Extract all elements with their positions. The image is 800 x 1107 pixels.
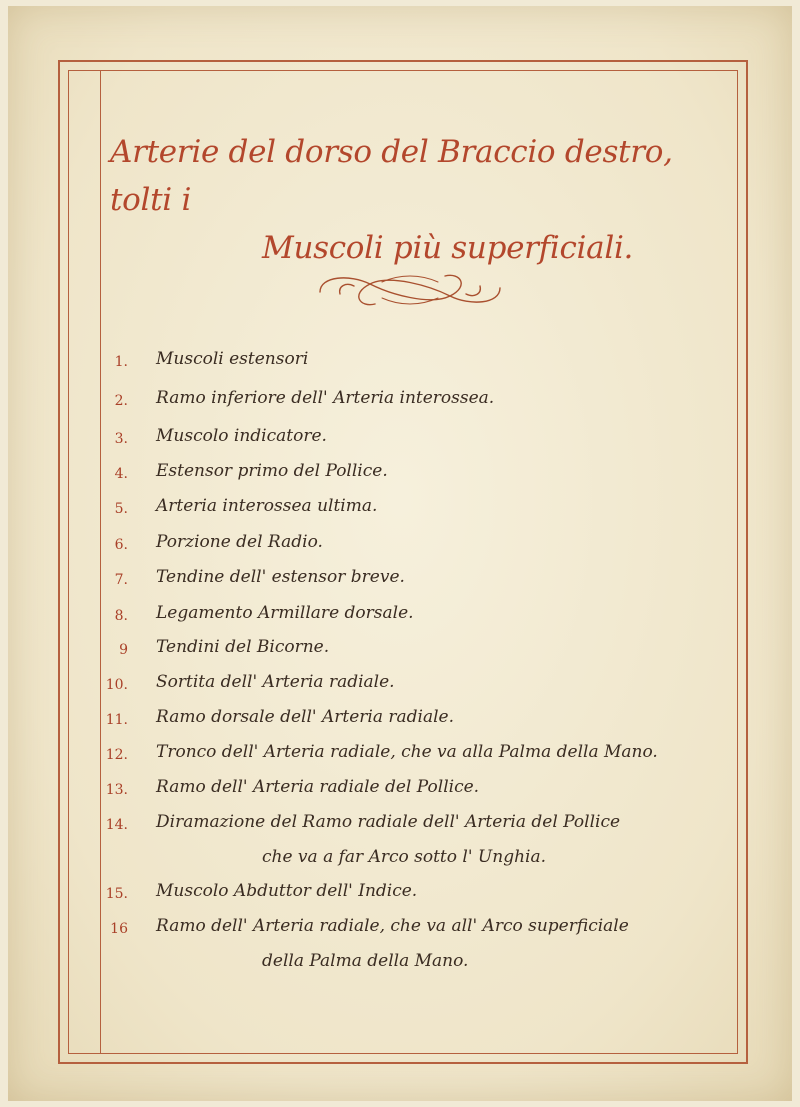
item-number: 14. <box>105 817 128 833</box>
item-number: 13. <box>105 782 128 798</box>
item-text: Tronco dell' Arteria radiale, che va alla Palma della Mano. <box>156 742 658 762</box>
item-text: Legamento Armillare dorsale. <box>156 603 414 623</box>
item-text: Ramo dorsale dell' Arteria radiale. <box>156 707 454 727</box>
page-title <box>110 128 730 272</box>
number-column-rule <box>100 70 101 1054</box>
item-number: 1. <box>114 354 128 370</box>
item-number: 8. <box>114 608 128 624</box>
item-number: 9 <box>119 642 128 658</box>
item-number: 10. <box>105 677 128 693</box>
item-text: Tendine dell' estensor breve. <box>156 567 405 587</box>
item-text: Tendini del Bicorne. <box>156 637 330 657</box>
item-number: 16 <box>110 921 128 937</box>
item-number: 7. <box>114 572 128 588</box>
item-text-continuation: che va a far Arco sotto l' Unghia. <box>262 847 546 867</box>
item-text: Ramo dell' Arteria radiale, che va all' Arco superficiale <box>156 916 629 936</box>
title-line-2: Muscoli più superficiali. <box>262 230 634 266</box>
item-number: 12. <box>105 747 128 763</box>
item-text: Muscoli estensori <box>156 349 309 369</box>
title-line-1: Arterie del dorso del Braccio destro, tolti i <box>110 134 673 218</box>
item-text: Muscolo Abduttor dell' Indice. <box>156 881 418 901</box>
item-text: Sortita dell' Arteria radiale. <box>156 672 395 692</box>
flourish-ornament <box>310 262 510 318</box>
item-number: 5. <box>114 501 128 517</box>
item-text: Muscolo indicatore. <box>156 426 327 446</box>
item-number: 11. <box>105 712 128 728</box>
item-text: Ramo dell' Arteria radiale del Pollice. <box>156 777 480 797</box>
item-text: Porzione del Radio. <box>156 532 323 552</box>
item-number: 3. <box>114 431 128 447</box>
item-text: Diramazione del Ramo radiale dell' Arteria del Pollice <box>156 812 621 832</box>
item-number: 15. <box>105 886 128 902</box>
item-number: 4. <box>114 466 128 482</box>
item-text: Ramo inferiore dell' Arteria interossea. <box>156 388 495 408</box>
item-text-continuation: della Palma della Mano. <box>262 951 469 971</box>
item-text: Estensor primo del Pollice. <box>156 461 388 481</box>
item-number: 6. <box>114 537 128 553</box>
item-text: Arteria interossea ultima. <box>156 496 378 516</box>
item-number: 2. <box>114 393 128 409</box>
